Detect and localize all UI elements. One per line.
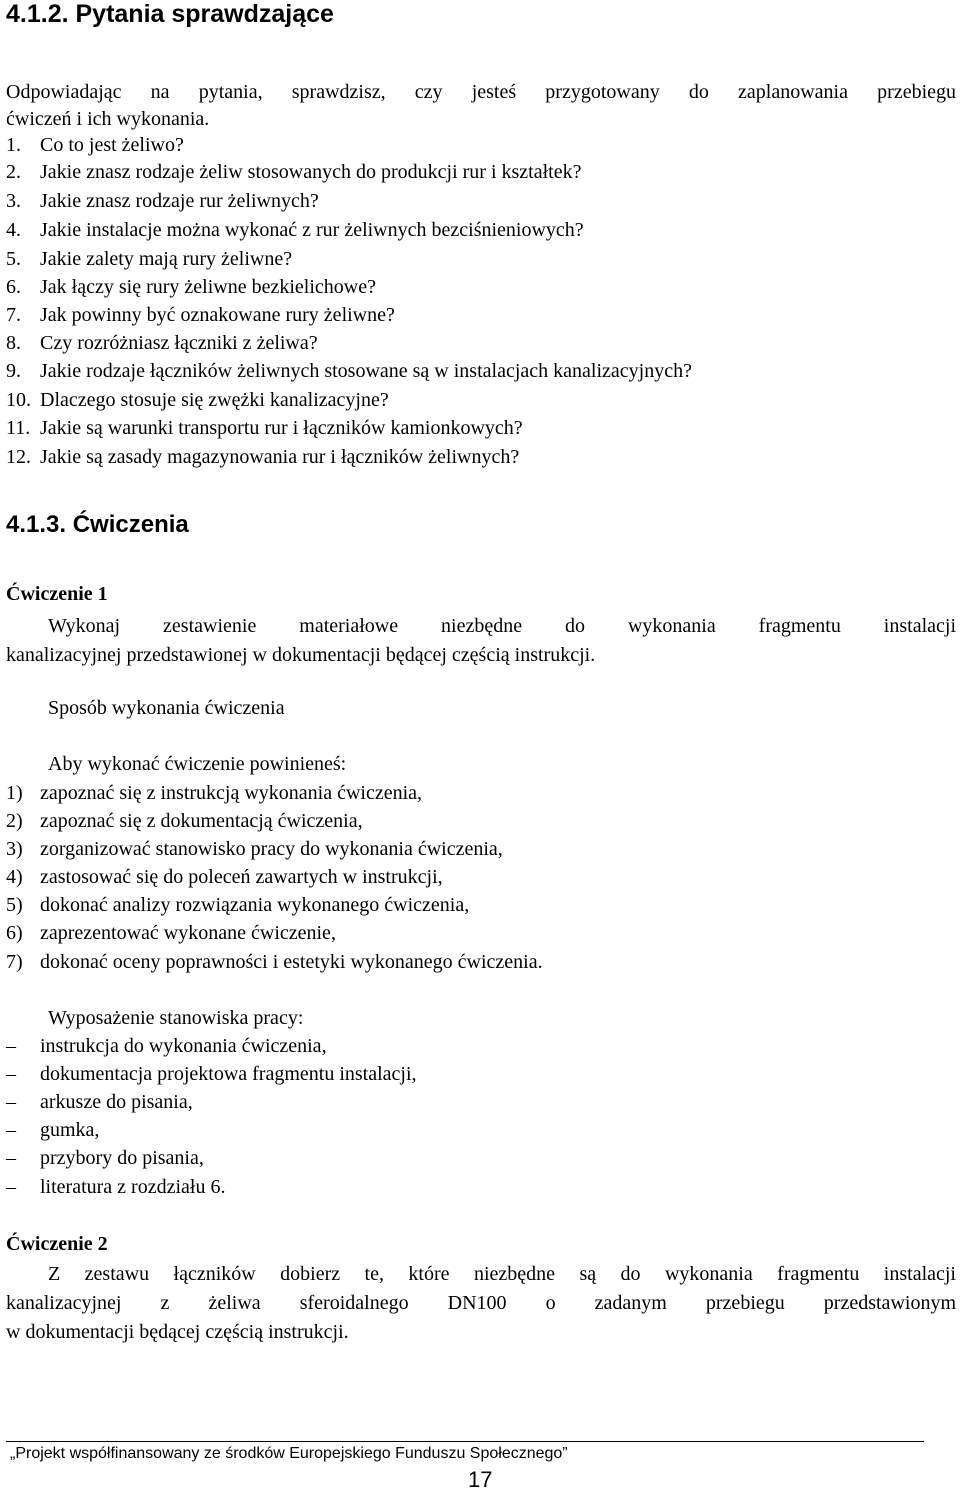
question-item: 4. Jakie instalacje można wykonać z rur żeliwnych bezciśnieniowych?	[6, 219, 584, 241]
step-item: 5) dokonać analizy rozwiązania wykonanego ćwiczenia,	[6, 894, 470, 916]
footer-text: „Projekt współfinansowany ze środków Europejskiego Funduszu Społecznego”	[10, 1445, 568, 1462]
steps-heading: Aby wykonać ćwiczenie powinieneś:	[48, 753, 347, 775]
equipment-item: – dokumentacja projektowa fragmentu instalacji,	[6, 1063, 417, 1085]
footer-divider	[6, 1441, 924, 1442]
question-item: 1. Co to jest żeliwo?	[6, 134, 184, 156]
step-item: 4) zastosować się do poleceń zawartych w instrukcji,	[6, 866, 443, 888]
question-item: 5. Jakie zalety mają rury żeliwne?	[6, 248, 293, 270]
exercise-1-desc-line-2: kanalizacyjnej przedstawionej w dokumentacji będącej częścią instrukcji.	[6, 644, 596, 666]
exercise-2-desc-line-1: Z zestawu łączników dobierz te, które niezbędne są do wykonania fragmentu instalacji	[48, 1263, 956, 1285]
exercise-2-description	[6, 1260, 956, 1347]
step-item: 6) zaprezentować wykonane ćwiczenie,	[6, 922, 336, 944]
question-item: 11. Jakie są warunki transportu rur i łączników kamionkowych?	[6, 417, 523, 439]
equipment-item: – przybory do pisania,	[6, 1147, 204, 1169]
step-item: 7) dokonać oceny poprawności i estetyki wykonanego ćwiczenia.	[6, 951, 543, 973]
equipment-item: – instrukcja do wykonania ćwiczenia,	[6, 1035, 327, 1057]
equipment-item: – literatura z rozdziału 6.	[6, 1176, 226, 1198]
section-heading-pytania: 4.1.2. Pytania sprawdzające	[6, 0, 334, 28]
exercise-2-title: Ćwiczenie 2	[6, 1233, 108, 1255]
step-item: 3) zorganizować stanowisko pracy do wykonania ćwiczenia,	[6, 838, 503, 860]
question-item: 8. Czy rozróżniasz łączniki z żeliwa?	[6, 332, 318, 354]
exercise-2-desc-line-2: kanalizacyjnej z żeliwa sferoidalnego DN100 o zadanym przebiegu przedstawionym	[6, 1292, 956, 1314]
page-number: 17	[468, 1467, 493, 1492]
question-item: 2. Jakie znasz rodzaje żeliw stosowanych do produkcji rur i kształtek?	[6, 161, 582, 183]
question-item: 7. Jak powinny być oznakowane rury żeliwne?	[6, 304, 395, 326]
equipment-item: – arkusze do pisania,	[6, 1091, 193, 1113]
equipment-heading: Wyposażenie stanowiska pracy:	[48, 1007, 304, 1029]
step-item: 2) zapoznać się z dokumentacją ćwiczenia,	[6, 810, 363, 832]
exercise-2-desc-line-3: w dokumentacji będącej częścią instrukcji.	[6, 1321, 349, 1343]
intro-line-1: Odpowiadając na pytania, sprawdzisz, czy jesteś przygotowany do zaplanowania przebiegu	[6, 81, 956, 103]
intro-line-2: ćwiczeń i ich wykonania.	[6, 108, 210, 130]
question-item: 9. Jakie rodzaje łączników żeliwnych stosowane są w instalacjach kanalizacyjnych?	[6, 360, 692, 382]
exercise-1-desc-line-1: Wykonaj zestawienie materiałowe niezbędne do wykonania fragmentu instalacji	[48, 615, 956, 637]
question-item: 6. Jak łączy się rury żeliwne bezkielichowe?	[6, 276, 376, 298]
step-item: 1) zapoznać się z instrukcją wykonania ćwiczenia,	[6, 782, 423, 804]
question-item: 12. Jakie są zasady magazynowania rur i łączników żeliwnych?	[6, 446, 520, 468]
method-heading: Sposób wykonania ćwiczenia	[48, 697, 285, 719]
question-item: 10. Dlaczego stosuje się zwężki kanalizacyjne?	[6, 389, 389, 411]
intro-paragraph	[6, 78, 956, 134]
section-heading-cwiczenia: 4.1.3. Ćwiczenia	[6, 511, 189, 538]
exercise-1-description	[6, 612, 956, 670]
exercise-1-title: Ćwiczenie 1	[6, 583, 108, 605]
question-item: 3. Jakie znasz rodzaje rur żeliwnych?	[6, 190, 319, 212]
equipment-item: – gumka,	[6, 1119, 100, 1141]
